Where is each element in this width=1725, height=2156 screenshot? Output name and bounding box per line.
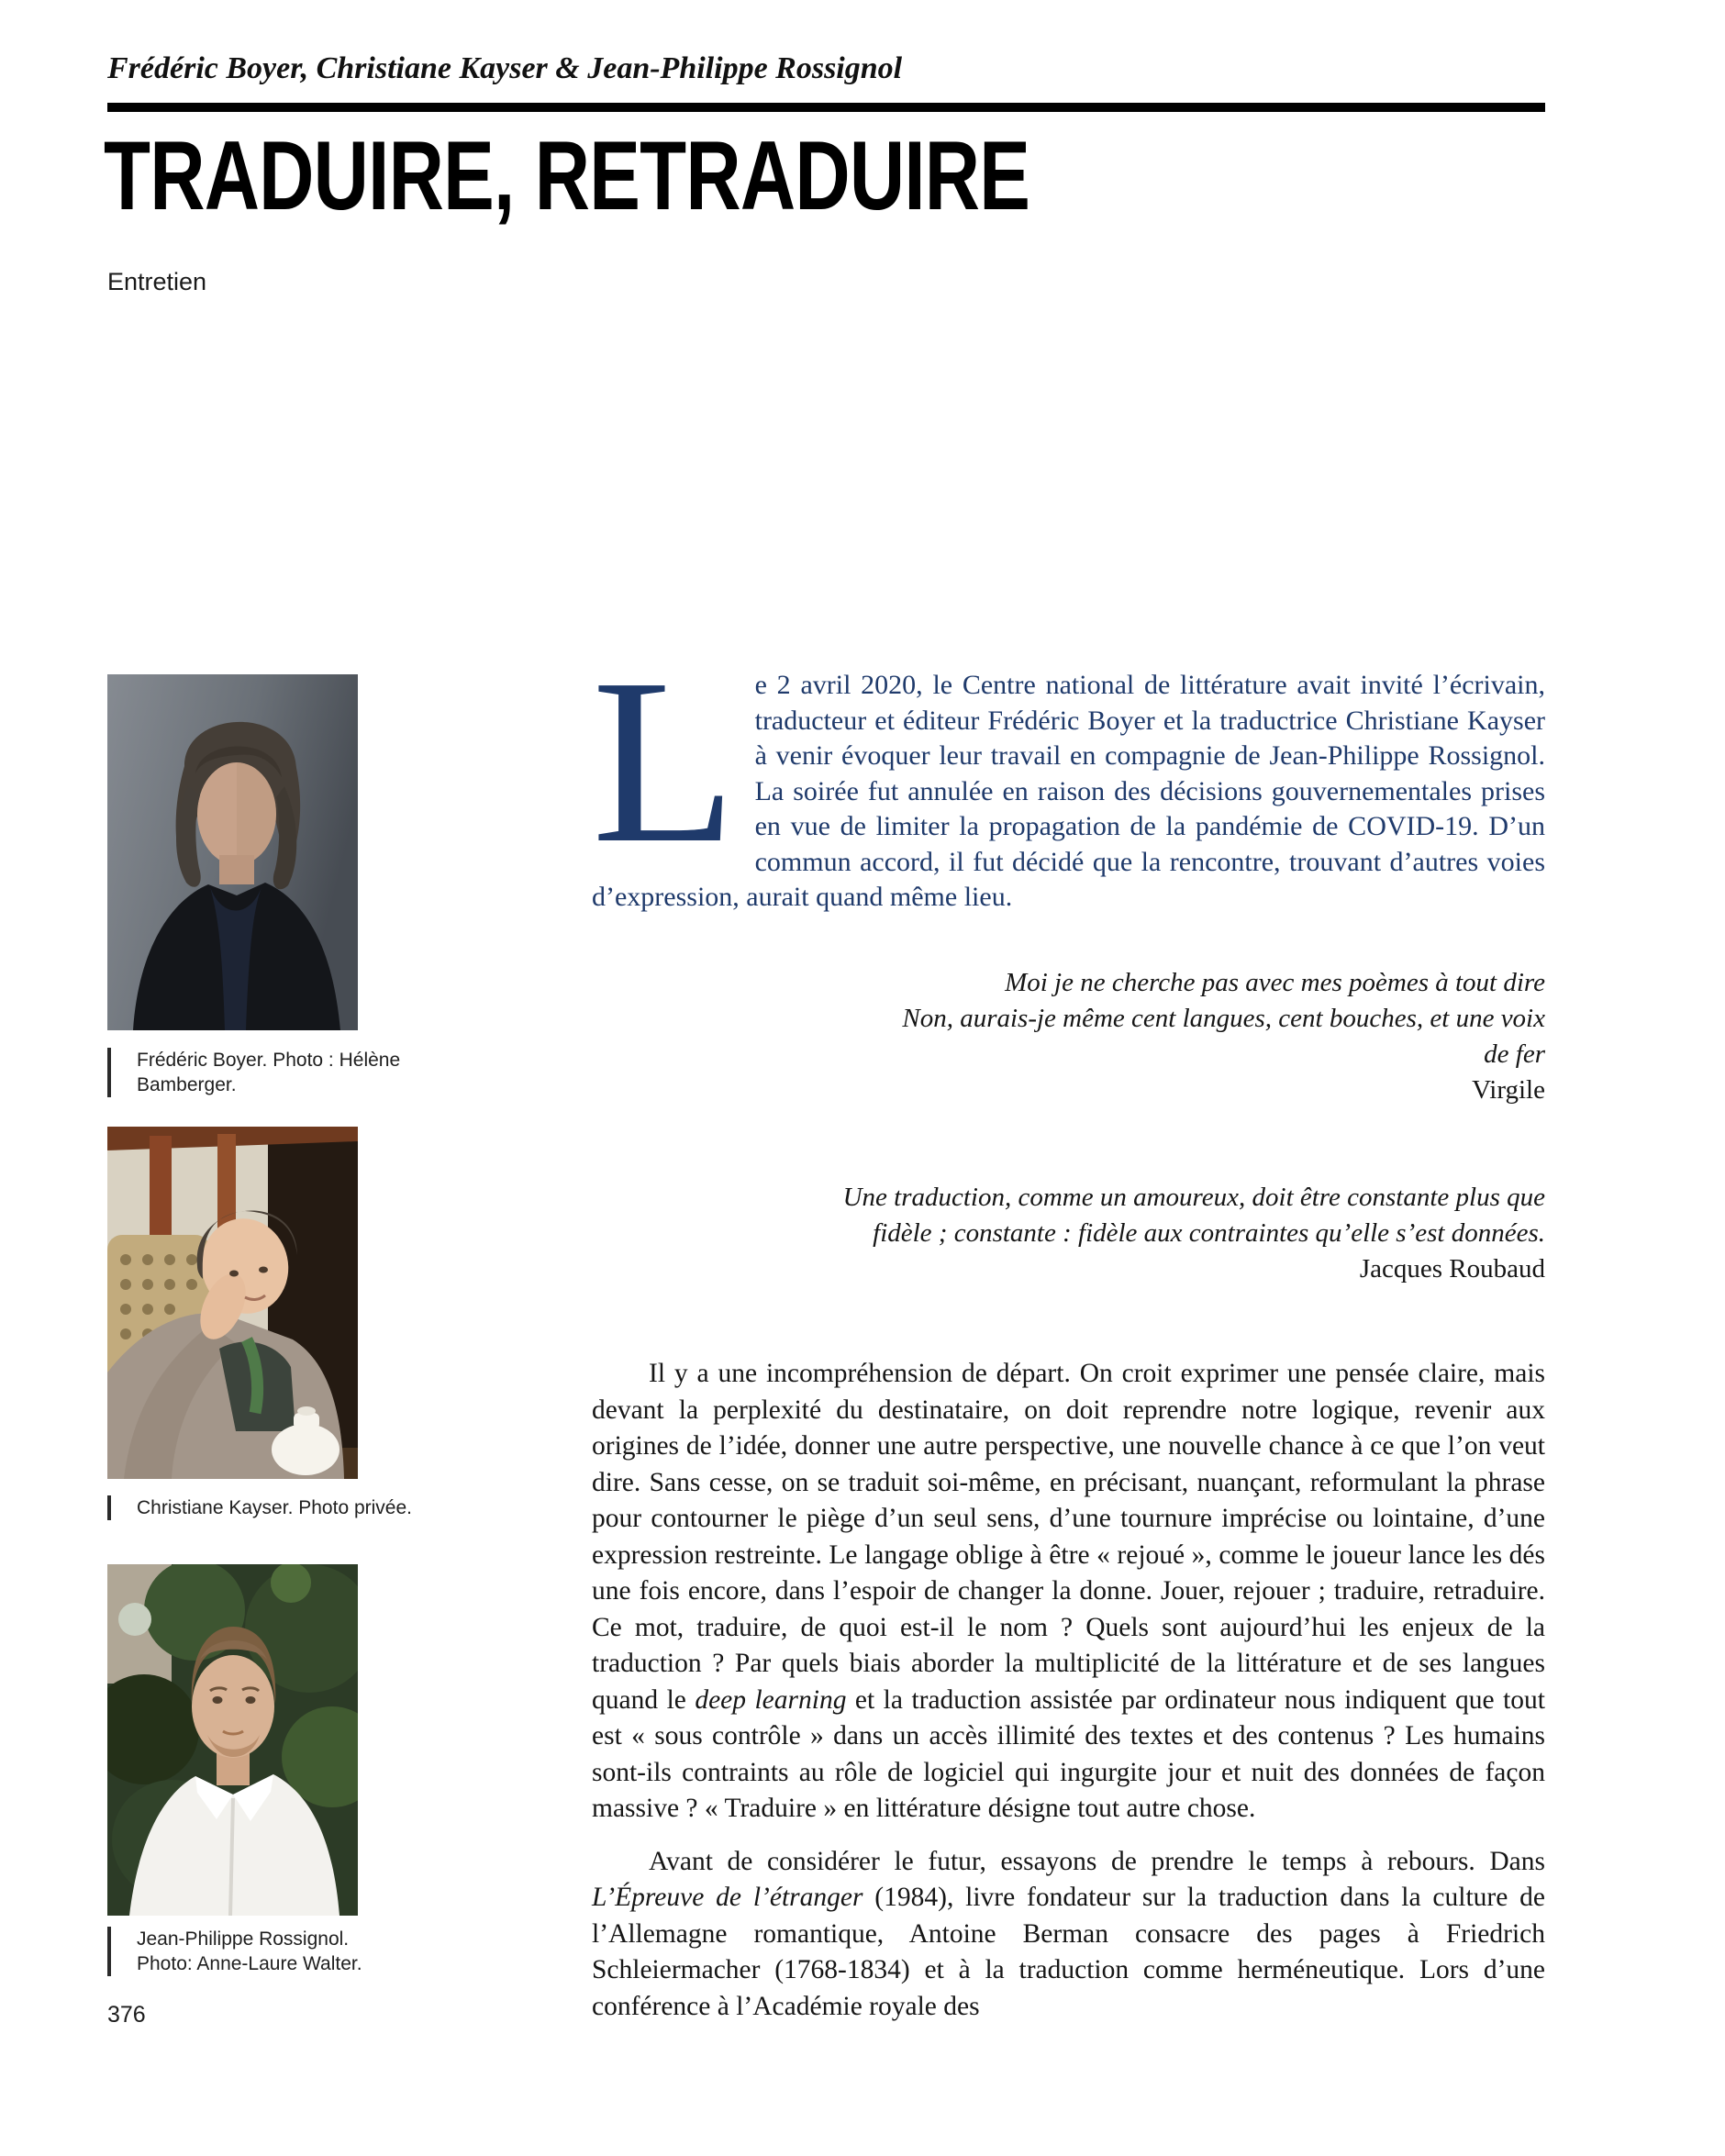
quote-line: fidèle ; constante : fidèle aux contraintes qu’elle s’est données. [873, 1218, 1545, 1248]
quote-attribution: Virgile [1472, 1075, 1545, 1105]
paragraph-segment-italic: L’Épreuve de l’étranger [592, 1883, 863, 1912]
quote-line: de fer [1484, 1039, 1545, 1069]
quote-line: Moi je ne cherche pas avec mes poèmes à tout dire [1005, 968, 1545, 997]
quote-roubaud [592, 1180, 1545, 1287]
paragraph-segment: et la traduction assistée par ordinateur nous indiquent que tout est « sous contrôle » dans un accès illimité des textes et des contenus ? Les humains sont-ils contraints au rôle de logiciel qui ingurgite jour et nuit des données de façon massive ? « Traduire » en littérature désigne tout autre chose. [592, 1684, 1545, 1823]
caption-christiane-kayser [107, 1495, 522, 1520]
caption-line: Christiane Kayser. Photo privée. [137, 1497, 412, 1518]
quote-line: Une traduction, comme un amoureux, doit être constante plus que [842, 1183, 1545, 1212]
title-rule [107, 103, 1545, 112]
intro-paragraph [592, 629, 1545, 916]
quote-virgile [592, 965, 1545, 1108]
page-title [104, 120, 1291, 230]
photo-christiane-kayser [107, 1127, 358, 1479]
paragraph-segment: Il y a une incompréhension de départ. On croit exprimer une pensée claire, mais devant la perplexité du destinataire, on doit reprendre notre logique, revenir aux origines de l’idée, donner une autre perspective, une nouvelle chance à ce que l’on veut dire. Sans cesse, on se traduit soi-même, en précisant, nuançant, reformulant la phrase pour contourner le piège d’un seul sens, d’une tournure imprécise ou lointaine, d’une expression restreinte. Le langage oblige à être « rejoué », comme le joueur lance les dés une fois encore, dans l’espoir de changer la donne. Jouer, rejouer ; traduire, retraduire. Ce mot, traduire, de quoi est-il le nom ? Quels sont aujourd’hui les enjeux de la traduction ? Par quels biais aborder la multiplicité de la littérature et de ses langues quand le [592, 1359, 1545, 1715]
caption-line: Bamberger. [137, 1074, 237, 1095]
caption-jean-philippe-rossignol [107, 1927, 522, 1976]
genre-label: Entretien [107, 268, 207, 295]
intro-text: e 2 avril 2020, le Centre national de littérature avait invité l’écrivain, traducteur et éditeur Frédéric Boyer et la traductrice Christiane Kayser à venir évoquer leur travail en compagnie de Jean-Philippe Rossignol. La soirée fut annulée en raison des décisions gouvernementales prises en vue de limiter la propagation de la pandémie de COVID-19. D’un commun accord, il fut décidé que la rencontre, trouvant d’autres voies d’expression, aurait quand même lieu. [592, 670, 1545, 912]
body-text-column [592, 1356, 1545, 2041]
portrait-image [107, 1127, 358, 1479]
authors-line: Frédéric Boyer, Christiane Kayser & Jean-Philippe Rossignol [107, 51, 903, 85]
paragraph-segment: (1984), livre fondateur sur la traduction dans la culture de l’Allemagne romantique, Antoine Berman consacre des pages à Friedrich Schleiermacher (1768-1834) et à la traduction comme herméneutique. Lors d’une conférence à l’Académie royale des [592, 1883, 1545, 2021]
caption-frederic-boyer [107, 1048, 522, 1097]
body-paragraph-1 [592, 1356, 1545, 1828]
paragraph-segment: Avant de considérer le futur, essayons de prendre le temps à rebours. Dans [649, 1846, 1545, 1876]
page-number: 376 [107, 2002, 146, 2028]
portrait-image [107, 1564, 358, 1916]
quote-attribution: Jacques Roubaud [1359, 1254, 1545, 1284]
caption-line: Photo: Anne-Laure Walter. [137, 1953, 362, 1974]
photo-frederic-boyer [107, 674, 358, 1030]
page-title-text: TRADUIRE, RETRADUIRE [104, 120, 1030, 230]
dropcap-letter: L [592, 629, 737, 892]
body-paragraph-2 [592, 1844, 1545, 2026]
paragraph-segment-italic: deep learning [695, 1684, 847, 1715]
caption-line: Jean-Philippe Rossignol. [137, 1928, 350, 1950]
photo-jean-philippe-rossignol [107, 1564, 358, 1916]
caption-line: Frédéric Boyer. Photo : Hélène [137, 1050, 401, 1071]
portrait-image [107, 674, 358, 1030]
quote-line: Non, aurais-je même cent langues, cent bouches, et une voix [902, 1004, 1545, 1033]
